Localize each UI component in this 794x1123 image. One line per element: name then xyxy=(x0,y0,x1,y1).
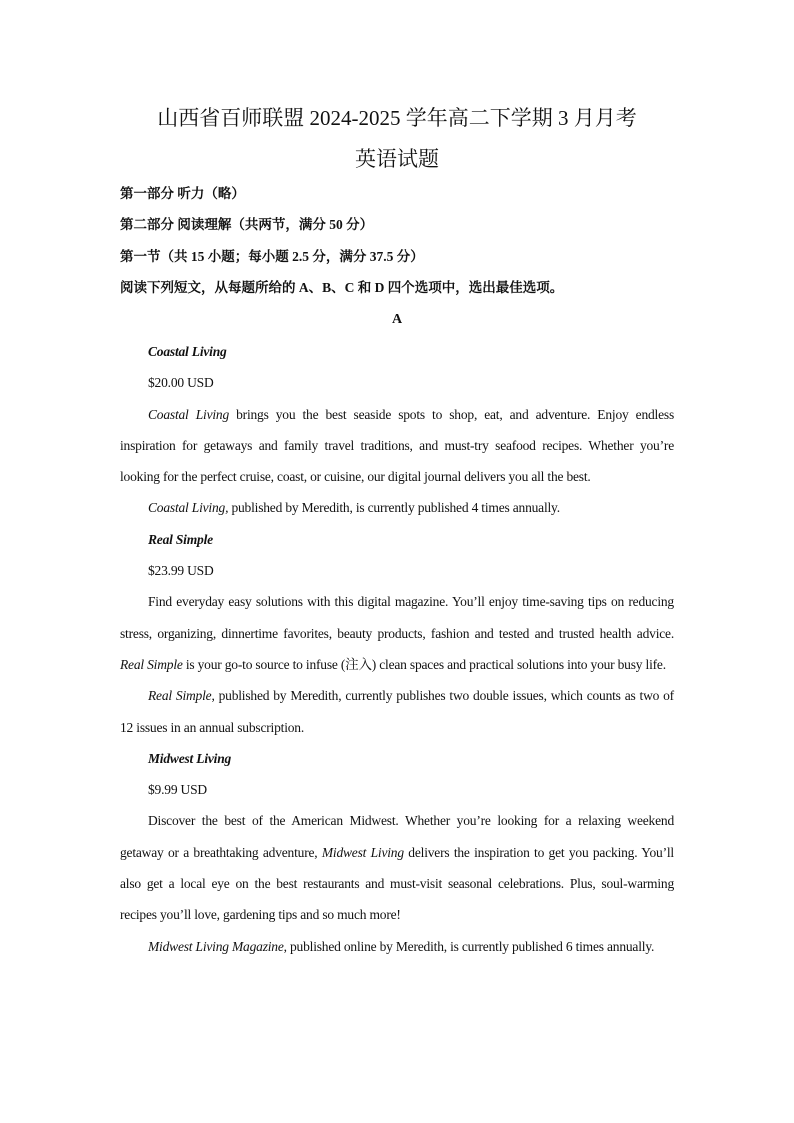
part-two-heading: 第二部分 阅读理解（共两节，满分 50 分） xyxy=(120,217,374,232)
description-text: Find everyday easy solutions with this digital magazine. You’ll enjoy time-saving tips on reducing stress, organizing, dinnertime favorites, beauty products, fashion and tested and trusted health advice. xyxy=(120,594,674,641)
section-one-heading: 第一节（共 15 小题；每小题 2.5 分，满分 37.5 分） xyxy=(120,249,424,264)
magazine-title: Coastal Living xyxy=(148,344,227,359)
magazine-publication-info xyxy=(120,931,674,962)
magazine-price: $9.99 USD xyxy=(148,782,207,798)
magazine-description xyxy=(120,399,674,493)
publication-text: , published by Meredith, currently publishes two double issues, which counts as two of 12 issues in an annual subscription. xyxy=(120,688,674,735)
description-text: delivers the inspiration to get you packing. You’ll also get a local eye on the best restaurants and must-visit seasonal celebrations. Plus, soul-warming recipes you’ll love, gardening tips and so much more! xyxy=(120,844,674,923)
magazine-price: $23.99 USD xyxy=(148,563,214,579)
description-text: is your go-to source to infuse (注入) clean spaces and practical solutions into your busy life. xyxy=(182,656,666,672)
magazine-price: $20.00 USD xyxy=(148,375,214,391)
magazine-publication-info xyxy=(120,492,674,523)
magazine-description xyxy=(120,586,674,680)
magazine-publication-info xyxy=(120,680,674,743)
part-one-heading: 第一部分 听力（略） xyxy=(120,186,245,201)
exam-title: 山西省百师联盟 2024-2025 学年高二下学期 3 月月考 xyxy=(157,106,637,130)
magazine-name-inline: Coastal Living xyxy=(148,406,230,422)
publication-text: published by Meredith, is currently published 4 times annually. xyxy=(228,500,560,516)
magazine-title: Midwest Living xyxy=(148,750,232,766)
description-text: brings you the best seaside spots to shop, eat, and adventure. Enjoy endless inspiration for getaways and family travel traditions, and must-try seafood recipes. Whether you’re looking for the perfect cruise, coast, or cuisine, our digital journal delivers you all the best. xyxy=(120,406,674,485)
passage-label: A xyxy=(391,312,403,327)
magazine-name-inline: Real Simple xyxy=(120,656,183,672)
magazine-name-inline: Coastal Living, xyxy=(148,500,229,516)
publication-text: , published online by Meredith, is currently published 6 times annually. xyxy=(283,938,655,954)
passage-body xyxy=(120,336,674,962)
magazine-name-inline: Real Simple xyxy=(148,688,212,704)
magazine-description xyxy=(120,805,674,930)
magazine-name-inline: Midwest Living Magazine xyxy=(148,938,284,954)
instructions: 阅读下列短文，从每题所给的 A、B、C 和 D 四个选项中，选出最佳选项。 xyxy=(120,280,564,295)
exam-subject: 英语试题 xyxy=(355,147,439,171)
magazine-name-inline: Midwest Living xyxy=(321,844,404,860)
description-text: Discover the best of the American Midwest. Whether you’re looking for a relaxing weekend getaway or a breathtaking adventure, xyxy=(120,813,674,860)
magazine-title: Real Simple xyxy=(148,531,213,547)
